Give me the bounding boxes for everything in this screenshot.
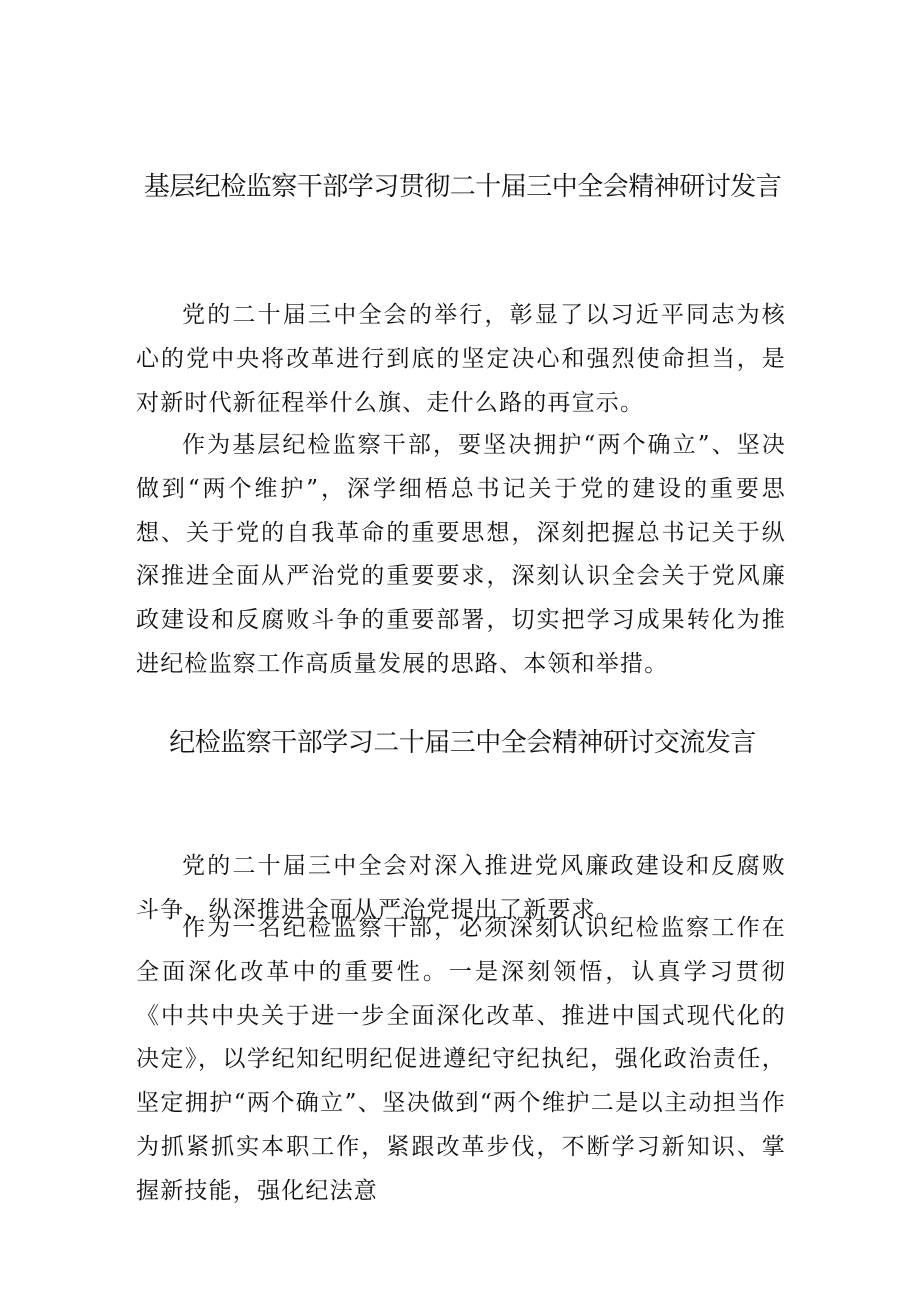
section-1-paragraph-1: 党的二十届三中全会的举行，彰显了以习近平同志为核心的党中央将改革进行到底的坚定决心和强烈使命担当，是对新时代新征程举什么旗、走什么路的再宣示。 xyxy=(136,302,786,416)
section-2-paragraph-1: 党的二十届三中全会对深入推进党风廉政建设和反腐败斗争、纵深推进全面从严治党提出了新要求。 xyxy=(136,853,786,923)
section-1-title: 基层纪检监察干部学习贯彻二十届三中全会精神研讨发言 xyxy=(143,172,782,202)
section-1-paragraph-2: 作为基层纪检监察干部，要坚决拥护“两个确立”、坚决做到“两个维护”，深学细梧总书记关于党的建设的重要思想、关于党的自我革命的重要思想，深刻把握总书记关于纵深推进全面从严治党的重要要求，深刻认识全会关于党风廉政建设和反腐败斗争的重要部署，切实把学习成果转化为推进纪检监察工作高质量发展的思路、本领和举措。 xyxy=(136,432,786,677)
section-2-title: 纪检监察干部学习二十届三中全会精神研讨交流发言 xyxy=(169,728,756,758)
section-2-paragraph-2: 作为一名纪检监察干部，必须深刻认识纪检监察工作在全面深化改革中的重要性。一是深刻领悟，认真学习贯彻《中共中央关于进一步全面深化改革、推进中国式现代化的决定》，以学纪知纪明纪促进遵纪守纪执纪，强化政治责任，坚定拥护“两个确立”、坚决做到“两个维护二是以主动担当作为抓紧抓实本职工作，紧跟改革步伐，不断学习新知识、掌握新技能，强化纪法意 xyxy=(136,915,786,1204)
